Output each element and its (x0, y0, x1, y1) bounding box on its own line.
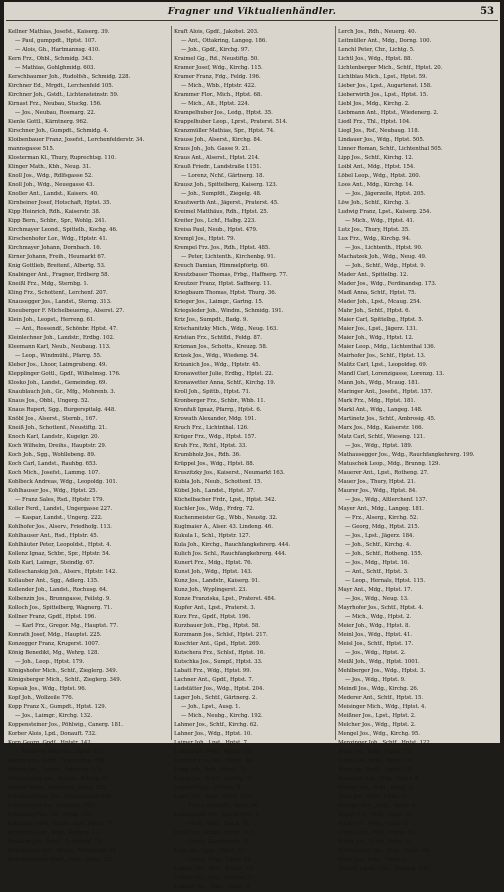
directory-entry: Landsgesell Joh., Spr. Kirchb. 4. (174, 812, 261, 818)
directory-entry: Mehlberger Jos., Wdg., Hptst. 3. (338, 668, 426, 674)
directory-entry: Kling Frz., Schottenf., Lerchenf. 207. (8, 290, 108, 296)
directory-entry: Konrath Josef, Mdg., Hauptst. 225. (8, 632, 102, 638)
directory-entry: Lutz Jos., Thury, Hptst. 35. (338, 227, 410, 233)
directory-entry: Mederer Ant., Schtf., Hptst. 15. (338, 695, 424, 701)
directory-entry: — Joh., Schtf., Kirchg. 4. (345, 542, 411, 548)
directory-entry: Kowalek Joh., Schtf., Schottenf. 14. (8, 839, 103, 845)
directory-entry: — Mich., Neubg., Kirchg. 192. (181, 713, 263, 719)
directory-entry: Kneuberger F. Michelbeuerng., Alserst. 27. (8, 308, 125, 314)
directory-entry: Kreutzer Franz, Hptst. Saffnerg. 11. (174, 281, 272, 287)
directory-entry: Kunze Franziska, Lpst., Praterst. 484. (174, 596, 276, 602)
directory-entry: Kraimel Gg., Rd., Neustiftg. 50. (174, 56, 259, 62)
directory-entry: — Peter, Lichtenth., Kirchenbg. 91. (181, 254, 276, 260)
directory-entry: Merz Jos., Schtf., Hptst. 11. (338, 767, 413, 773)
directory-entry: mannsgasse 515. (8, 146, 55, 152)
directory-entry: Knoll Jos., Wdg., Rdlfsgasse 52. (8, 173, 93, 179)
directory-entry: Lammer Frz., Altl., Hptst. 46. (174, 758, 254, 764)
directory-entry: Kotsching Frz., Alt., Hptst. 225. (8, 812, 94, 818)
directory-entry: Liebmann Ant., Hptst., Wiedenerg. 2. (338, 110, 439, 116)
directory-entry: — Georg, Mdg., Hptst. 215. (345, 524, 420, 530)
directory-entry: Meier Joh., Wdg., Hptst. 8. (338, 623, 410, 629)
directory-entry: — Jos., Laimgr., Kirchg. 132. (15, 713, 92, 719)
directory-entry: — Franz Sales, Rsd., Hptstr. 179. (15, 497, 105, 503)
directory-entry: Krempel Frz. Jos., Rdh., Hptst. 485. (174, 245, 270, 251)
directory-entry: Matuschek Leop., Mdg., Brunng. 129. (338, 461, 441, 467)
directory-entry: Köstler Adam, Alserbach, Hptst. 276. (8, 785, 108, 791)
directory-entry: Merkl Jos., Wdg., Hptst. 12. (338, 758, 413, 764)
directory-entry: Kronawetter Julie, Erdbg., Hptst. 22. (174, 371, 274, 377)
directory-entry: — Ant., Schtf., Hptst. 3. (345, 569, 409, 575)
directory-entry: Knaus Jos., Obbl., Ungerg. 52. (8, 398, 90, 404)
directory-entry: — Leop., Windmühl., Pfarrg. 55. (15, 353, 102, 359)
directory-entry: Lindauer Jos., Wdg., Hptst. 505. (338, 137, 425, 143)
directory-entry: Kukula I., Schl., Hptstr. 127. (174, 533, 251, 539)
directory-entry: Kroll Joh., Spittb., Hptst. 71. (174, 389, 251, 395)
directory-entry: Lamm Joh., Wdg., Hptst. 120. (174, 749, 254, 755)
directory-entry: Kohlhäuter Peter, Leopoldst., Hptst. 4. (8, 542, 112, 548)
directory-entry: Lederer Jos., Mdg., Hptst. 6. (174, 884, 251, 890)
directory-entry: Kronberger Frz., Schbr., Wbb. 11. (174, 398, 266, 404)
directory-entry: Loibl Ant., Mdg., Hptst. 154. (338, 164, 415, 170)
directory-entry: Ludwig Franz, Lpst., Kaiserg. 254. (338, 209, 432, 215)
directory-entry: Mittermayer Jos., Wdg., Hptst. 24. (338, 848, 431, 854)
directory-entry: — Mich., Wdg., Hptst. 2. (345, 614, 412, 620)
directory-entry: — Joh., Sumpfdt., Ziegelg. 48. (181, 191, 262, 197)
directory-entry: Kloibenbauer Franz, Josefst., Lerchenfelderstr. 34. (8, 137, 145, 143)
directory-entry: — Jos., Wdg., Hptst. 2. (345, 650, 406, 656)
directory-entry: Meinl Jos., Wdg., Hptst. 41. (338, 632, 413, 638)
directory-entry: Klein Joh., Leopst., Herreng. 61. (8, 317, 95, 323)
page-number: 53 (480, 6, 494, 17)
directory-entry: — Jos., Wdg., Neug. 13. (345, 596, 409, 602)
directory-entry: — Jos., Mdg., Hptst. 16. (345, 560, 410, 566)
column-middle (174, 28, 336, 890)
directory-entry: Kriegsleder Joh., Windm., Schmidg. 191. (174, 308, 284, 314)
directory-entry: Kramer Franz, Fdg., Feldg. 196. (174, 74, 261, 80)
directory-entry: Kotschhauer Jos., Kriegerg. 167. (8, 803, 96, 809)
directory-entry: Kruch Frz., Lichtnthal. 126. (174, 425, 249, 431)
directory-entry: Meindl Jos., Wdg., Kirchg. 26. (338, 686, 419, 692)
directory-entry: Kubla Joh., Neub., Schottenf. 15. (174, 479, 263, 485)
directory-entry: Kreisa Paul, Neub., Hptst. 479. (174, 227, 258, 233)
directory-entry: — Heinrich, Altlerch., Hptst. 214. (15, 749, 106, 755)
directory-entry: — Mich., Wdg., Hptst. 88. (181, 821, 251, 827)
directory-entry: Meißner Jos., Lpst., Hptst. 2. (338, 713, 416, 719)
directory-entry: Kleinlechner Joh., Landstr., Erdbg. 102. (8, 335, 115, 341)
directory-entry: Mahr Joh., Schtf., Hptst. 6. (338, 308, 411, 314)
directory-entry: Kramer Josef, Wdg., Kirchg. 115. (174, 65, 263, 71)
directory-entry: Mauerer Ant., Lpst., Rotheng. 27. (338, 470, 429, 476)
directory-entry: Langer Jos., Fbg., Neubau 23. (174, 875, 255, 881)
directory-entry: Koller Ferd., Landst., Ungergasse 227. (8, 506, 113, 512)
directory-entry: — Mathias, Gohlghmidg. 603. (15, 65, 96, 71)
directory-entry: Kolleschanskig Joh., Alserv., Hptstr. 142. (8, 569, 117, 575)
directory-entry: Michel Ant., Wdg., Hptst. 91. (338, 830, 417, 836)
directory-entry: Liegl Jos., Rsf., Neubaug. 118. (338, 128, 420, 134)
directory-entry: — Mich., Wbb., Hptstr. 422. (181, 83, 256, 89)
directory-entry: Kohlhauser Jos., Wdg., Hptst. 25. (8, 488, 98, 494)
directory-entry: Korber Alois, Lpd., Donauft. 732. (8, 731, 97, 737)
directory-entry: Knoch Karl, Landstr., Kugelgr. 20. (8, 434, 100, 440)
directory-entry: Meisinger Mich., Wdg., Hptst. 4. (338, 704, 427, 710)
directory-entry: — Joh., Schtf., Rotheng. 155. (345, 551, 423, 557)
directory-entry: Krappelhuber Leop., Lprst., Praterst. 514. (174, 119, 288, 125)
directory-entry: Krempl Jos., Hptst. 79. (174, 236, 236, 242)
directory-entry: Loos Ant., Mdg., Kirchg. 14. (338, 182, 414, 188)
column-right (338, 28, 500, 872)
directory-entry: Mayer Ant., Mdg., Langeg. 181. (338, 506, 424, 512)
directory-entry: Krowath Alexander, Mdg. 191. (174, 416, 257, 422)
directory-entry: Marx Jos., Mdg., Kaiserstr. 166. (338, 425, 424, 431)
directory-entry: Kunert Frz., Mdg., Hptst. 76. (174, 560, 253, 566)
directory-entry: Klosterman Kl., Thury, Ruprechtsg. 110. (8, 155, 117, 161)
page-header (4, 5, 500, 21)
directory-entry: Matz Carl, Schtf., Wieseng. 121. (338, 434, 425, 440)
directory-entry: Knausegger Jos., Landst., Sterng. 313. (8, 299, 112, 305)
directory-entry: Mengel Jos., Wdg., Kirchg. 95. (338, 731, 420, 737)
directory-entry: Kurzbauer Joh., Fbg., Hptst. 58. (174, 623, 260, 629)
directory-entry: Labatt Frz., Wdg., Hptst. 99. (174, 668, 252, 674)
directory-entry: Knoller Ant., Landst., Kaisers. 40. (8, 191, 99, 197)
directory-entry: Kotrebel Franz Xav., Fleischmarkt 696. (8, 794, 114, 800)
directory-entry: Kipp Heinrich, Rdh., Kaiserstr. 38. (8, 209, 101, 215)
directory-entry: Kübel Joh., Landst., Hptst. 37. (174, 488, 255, 494)
directory-entry: — Jos., Wdg., Hptst. 9. (345, 677, 406, 683)
directory-entry: Lamp Joh., Rdh., Hptst. 79. (174, 767, 248, 773)
directory-entry: Mader Ant., Spittelbg. 12. (338, 272, 409, 278)
directory-entry: Liebl Jos., Mdg., Kirchg. 2. (338, 101, 410, 107)
directory-entry: Kriegbaum Thomas, Hptst. Thurg. 36. (174, 290, 277, 296)
directory-page (4, 2, 500, 890)
directory-entry: Kirchmayer Johann, Dornbach. 16. (8, 245, 102, 251)
directory-entry: Landl Joh., Wdg., Hptst. 192. (174, 794, 252, 800)
directory-entry: Krampelhuber Jos., Ledg., Hptst. 35. (174, 110, 273, 116)
directory-entry: Maurer Jos., Wdg., Hptst. 84. (338, 488, 417, 494)
directory-entry: Löbel Leop., Wdg., Hptst. 260. (338, 173, 421, 179)
directory-entry: — Frz., Alserg., Kirchg. 52. (345, 515, 419, 521)
directory-entry: Lichtenberger Mich., Schtf., Hptst. 20. (338, 65, 443, 71)
directory-entry: Kronfuß Ignaz, Pfarrg., Hptst. 6. (174, 407, 262, 413)
directory-entry: Maringer Ant., Josefst., Hptst. 157. (338, 389, 433, 395)
directory-entry: Krizanich Jos., Wdg., Hptstr. 45. (174, 362, 261, 368)
directory-entry: — Franz, Gumpdf., Hptst. 96. (181, 803, 260, 809)
directory-entry: Messerer Ant., Wdg., Hptst. 8. (338, 776, 421, 782)
directory-entry: Krumbholz Jos., Rdh. 36. (174, 452, 241, 458)
directory-entry: Metzger Joh., Wdg., Hptst. 4. (338, 803, 417, 809)
directory-entry: Krüger Frz., Wdg., Hptst. 157. (174, 434, 257, 440)
directory-entry: — Jos., Wdg., Altlerchenf. 137. (345, 497, 428, 503)
directory-entry: Kuchenmeister Gg., Wbb., Neustg. 32. (174, 515, 278, 521)
directory-entry: Maier Carl, Spittelbg., Hptst. 5. (338, 317, 424, 323)
directory-entry: Langer Frz., Wrb., Bachg. 13. (174, 866, 254, 872)
directory-entry: Kirnbeiner Josef, Hotschaft, Hptst. 35. (8, 200, 112, 206)
directory-entry: Koch Carl, Landst., Rauhbg. 653. (8, 461, 98, 467)
directory-entry: Krause Joh., Alserst., Kirchg. 84. (174, 137, 262, 143)
directory-entry: Mayrhofer Jos., Schtf., Hptst. 4. (338, 605, 424, 611)
directory-entry: Kirchmayer Leond., Spittelb., Kochg. 46. (8, 227, 118, 233)
directory-entry: Lichtblau Mich., Lpst., Hptst. 59. (338, 74, 428, 80)
directory-entry: Mesner Jos., Wdg., Hptst. 2. (338, 785, 414, 791)
directory-entry: Lux Frz., Wdg., Kirchg. 94. (338, 236, 411, 242)
directory-entry: Mairhofer Jos., Schtf., Hptst. 13. (338, 353, 426, 359)
directory-entry: Meyer Frz., Wdg., Hptst. 9. (338, 812, 412, 818)
directory-entry: Knoll Joh., Wdg., Neuegasse 43. (8, 182, 95, 188)
directory-entry: Meisl Jos., Schtf., Hptst. 17. (338, 641, 413, 647)
directory-entry: Kuschter Ant., Gpd., Hptst. 269. (174, 641, 261, 647)
directory-entry: Kraft Alois, Gpdf., Jakobst. 203. (174, 29, 259, 35)
directory-entry: Liedl Frz., Thl., Hptst. 104. (338, 119, 411, 125)
directory-entry: Kruh Frz., Rchf., Hptst. 33. (174, 443, 247, 449)
directory-entry: Kollenz Ignaz, Schbr., Spr., Hptstr. 54. (8, 551, 111, 557)
directory-entry: Krammer Flor., Mich., Hptst. 68. (174, 92, 262, 98)
directory-entry: — Paul, gumppdt., Hptst. 107. (15, 38, 97, 44)
directory-entry: Maier Jos., Lpst., Jägerz. 131. (338, 326, 418, 332)
directory-entry: Lang Frz., Schlsf., Hptst. 112. (174, 830, 255, 836)
directory-entry: Klepplinger Gottl., Gpdf., Wilhelmsg. 176. (8, 371, 121, 377)
directory-entry: Lang Jos., Lpst., Hptst. 51. (174, 848, 246, 854)
directory-entry: Kneiß Joh., Schottenf., Neustiftg. 21. (8, 425, 107, 431)
directory-entry: — Joh., Lpst., Ausg. 1. (181, 704, 241, 710)
directory-entry: Kolloch Jos., Spittelberg, Wagnerg. 71. (8, 605, 113, 611)
directory-entry: Laimer Joh., Lpst., Hptst. 7. (174, 740, 249, 746)
directory-entry: Krizek Jos., Wdg., Wiedeng. 54. (174, 353, 259, 359)
directory-entry: Menz Jos., Wdg., Hptst. 15. (338, 749, 412, 755)
column-left (8, 28, 170, 863)
directory-entry: Kohlhofer Jos., Alserv., Friedhofg. 113. (8, 524, 112, 530)
directory-entry: Kirchner Ed., Mrgdt., Lerchenfeld 105. (8, 83, 114, 89)
directory-entry: Maier Joh., Wdg., Hptst. 12. (338, 335, 414, 341)
directory-entry: — Lorenz, Nchf., Gärtnerg. 18. (181, 173, 265, 179)
directory-entry: Melcher Jos., Wdg., Hptst. 2. (338, 722, 416, 728)
directory-entry: Lichtl Jos., Wdg., Hptst. 88. (338, 56, 413, 62)
directory-entry: Mathausegger Jos., Wdg., Rauchfangkehrerg. 199. (338, 452, 475, 458)
directory-entry: Kranzmüller Mathias, Spr., Hptst. 74. (174, 128, 275, 134)
directory-entry: — Karl Frz., Gregor. Mg., Hauptst. 77. (15, 623, 118, 629)
directory-entry: Mader Jos., Wdg., Ferdinandsg. 173. (338, 281, 437, 287)
directory-entry: Kuglmaier A., Alser. 43. Lindeng. 46. (174, 524, 273, 530)
directory-entry: Kula Joh., Kirchg., Rauchfangkehrerg. 444. (174, 542, 291, 548)
directory-entry: Knaus Rupert, Sgg., Burgerspitalg. 448. (8, 407, 116, 413)
directory-entry: Lachner Ant., Gpdf., Hptst. 7. (174, 677, 254, 683)
directory-entry: Kipp Bern., Schbr., Spr., Wohlg. 241. (8, 218, 107, 224)
directory-entry: Kunz Joh., Wyplingerst. 23. (174, 587, 248, 593)
directory-entry: — Jos., Lpst., Jägerz. 184. (345, 533, 415, 539)
directory-entry: Krauß Friedr., Landstraße 1151. (174, 164, 262, 170)
directory-entry: — Mich., Wdg., Hptst. 41. (345, 218, 415, 224)
directory-entry: Kopf Joh., Wollzeile 776. (8, 695, 74, 701)
directory-entry: Kleemann Karl, Neub., Neubaug. 113. (8, 344, 111, 350)
directory-entry: Lampl Jos., Schtf., Gartng. 31. (174, 776, 256, 782)
directory-entry: Kollauber Ant., Sgg., Adlerg. 135. (8, 578, 99, 584)
directory-entry: Kreutzbauer Thomas, Frbg., Haffnerg. 77. (174, 272, 288, 278)
directory-entry: Knöbl Jos., Alserst., Sternb., 167. (8, 416, 98, 422)
directory-entry: Kopp Franz X., Gumpdt., Hptst. 129. (8, 704, 107, 710)
directory-entry: Kriz Jos., Sumpdt., Badg. 9. (174, 317, 248, 323)
directory-entry: Krieger Jos., Laimgr., Gartng. 15. (174, 299, 264, 305)
directory-entry: — Joh., Schtf., Wdg., Hptst. 9. (345, 263, 426, 269)
directory-entry: Madl Anna, Schtf., Hptst. 75. (338, 290, 417, 296)
directory-entry: Kruszitzky Jos., Kaiserst., Neumarkt 163. (174, 470, 285, 476)
directory-entry: Kellner Mathias, Josefst., Kaiserg. 39. (8, 29, 110, 35)
directory-entry: Kleber Jos., Lhoor, Laimgrubeng. 49. (8, 362, 108, 368)
directory-entry: Martinetz Jos., Schtf., Ambrosig. 45. (338, 416, 436, 422)
directory-entry: Menzinger Joh., Schtf., Hptst. 122. (338, 740, 432, 746)
directory-entry: Kollner Franz, Gpdf., Hptst. 196. (8, 614, 96, 620)
directory-entry: Mohr Jos., Wdg., Hptst. 5. (338, 857, 408, 863)
directory-entry: — Jos., Neubau, Rosmarg. 22. (15, 110, 96, 116)
directory-entry: Mann Joh., Wdg., Mcaug. 181. (338, 380, 420, 386)
directory-entry: Metz Jos., Wdg., Hptst. 1. (338, 794, 407, 800)
directory-entry: — Jos., Lichtenth., Hptst. 90. (345, 245, 423, 251)
directory-entry: Knabinger Ant., Fragner, Erdberg 58. (8, 272, 110, 278)
directory-entry: Ladstätter Jos., Wdg., Hptst. 204. (174, 686, 265, 692)
directory-entry: Linner Roman, Schtf., Lichtenthal 505. (338, 146, 443, 152)
directory-entry: Koppensteiner Jos., Pöhlwig., Canerg. 181. (8, 722, 123, 728)
directory-entry: Mandl Carl, Lorenzigasse, Lorenzg. 13. (338, 371, 445, 377)
directory-entry: Maier Leop., Mdg., Lichtenthal 136. (338, 344, 436, 350)
directory-entry: Kirner Johann, Freih., Heumarkt 67. (8, 254, 106, 260)
directory-entry: Michl Jos., Wdg., Hptst. 3. (338, 821, 409, 827)
directory-entry: Kraus Joh., Joh. Gasse 9. 21. (174, 146, 251, 152)
directory-entry: Königsberger Mich., Schtf., Zieglerg. 349. (8, 677, 122, 683)
directory-entry: Kopsak Jos., Wdg., Hptst. 96. (8, 686, 87, 692)
directory-entry: — Kaspar, Landst., Ungerg. 222. (15, 515, 103, 521)
directory-entry: Kutschka Jos., Sumpf., Hptst. 33. (174, 659, 263, 665)
directory-entry: Lahmer Jos., Schtf., Kirchg. 62. (174, 722, 259, 728)
directory-entry: — Mich., Alt., Hptst. 224. (181, 101, 250, 107)
directory-entry: Kowalkowitsch Mart., Mdg., Hptst. 23. (8, 857, 113, 863)
directory-entry: Kreiter Jos., Lchf., Halbg. 223. (174, 218, 256, 224)
directory-entry: — Joh., Leop., Hptst. 179. (15, 659, 85, 665)
directory-entry: Kutschera Frz., Schlsf., Hptst. 16. (174, 650, 265, 656)
directory-entry: Kirchner Joh., Gstdt., Lichtensteinstr. 59. (8, 92, 119, 98)
directory-entry: Mader Joh., Lpst., Mcaug. 254. (338, 299, 422, 305)
directory-entry: Lerch Jos., Rdh., Neuerg. 40. (338, 29, 417, 35)
directory-entry: — Alois, Gh., Hartmannsg. 410. (15, 47, 100, 53)
directory-entry: Kulich Jos. Schl., Rauchfangkehrerg. 444. (174, 551, 287, 557)
directory-entry: Lieber Jos., Lpst., Augartenst. 158. (338, 83, 432, 89)
directory-entry: Kolb Karl, Laimgr., Steindlg. 67. (8, 560, 95, 566)
directory-entry: — Ant., Rossendf., Schönbr. Hptst. 47. (15, 326, 118, 332)
directory-entry: Knaublauch Joh., Gr., Mfg., Mohrenb. 3. (8, 389, 116, 395)
directory-entry: Krizman Jos., Schotts., Kreuzg. 58. (174, 344, 268, 350)
directory-entry: Königshofer Mich., Schtf., Zieglerg. 349. (8, 668, 118, 674)
directory-entry: Klosko Joh., Landst., Gemeindeg. 69. (8, 380, 108, 386)
directory-entry: Lipp Jos., Schtf., Kirchg. 12. (338, 155, 414, 161)
directory-entry: — Simon, Wdg., Hptst. 88. (181, 857, 253, 863)
directory-entry: Lahner Jos., Wdg., Hptst. 10. (174, 731, 252, 737)
directory-entry: Knig Gottlieb, Breitenf., Albertg. 53. (8, 263, 106, 269)
directory-entry: Klinger Math., Kbh., Neug. 31. (8, 164, 91, 170)
directory-entry: Kirschenhofer Lor., Wdg., Hptstr. 41. (8, 236, 108, 242)
directory-entry: Markl Ant., Wdg., Langeg. 148. (338, 407, 423, 413)
directory-entry: Kolbenzin Jos., Brunngasse, Feilstg. 9. (8, 596, 111, 602)
directory-entry: Kottinger Gottl., Schbr., Spr., Hptst. 72. (8, 821, 115, 827)
running-head: Fragner und Viktualienhändler. (167, 7, 337, 17)
directory-entry: Miller Jos., Schtf., Hptst. 6. (338, 839, 412, 845)
directory-entry: Malitz Carl, Lpst., Leopoldsg. 69. (338, 362, 428, 368)
directory-entry: Kuchler Jos., Wdg., Frdrg. 72. (174, 506, 255, 512)
directory-entry: Krautwerth Ant., Jägerst., Praterst. 45. (174, 200, 279, 206)
directory-entry: Kristian Frz., Schtfld., Feldg. 87. (174, 335, 262, 341)
directory-entry: Mark Frz., Mdg., Hptst. 181. (338, 398, 416, 404)
directory-entry: Kunst Joh., Wdg., Hptst. 143. (174, 569, 253, 575)
directory-entry: Kneißl Frz., Mdg., Sternbg. 1. (8, 281, 89, 287)
directory-entry: Körner Joh., Landst., Bauerng. 524. (8, 767, 104, 773)
directory-entry: Machatzek Joh., Wdg., Neug. 49. (338, 254, 427, 260)
directory-entry: Lieberwirth Jos., Lpst., Hptst. 15. (338, 92, 428, 98)
directory-entry: Kern Frz., Obbl., Schmidg. 343. (8, 56, 94, 62)
directory-entry: Koblbeck Andreas, Wdg., Leopoldg. 101. (8, 479, 118, 485)
directory-entry: Kovanda Kasp., Wdg., Ketterg. 11. (8, 830, 101, 836)
directory-entry: Kreimel Matthäus, Rdh., Hptst. 25. (174, 209, 269, 215)
directory-entry: Konzegger Franz, Krugerst. 1007. (8, 641, 100, 647)
directory-entry: Kurz Frz., Gpdf., Hptst. 196. (174, 614, 251, 620)
directory-entry: — Joh., Gpdf., Kirchg. 97. (181, 47, 250, 53)
directory-entry: Körner Joh., Schtf., Hochzeitsg. 154. (8, 758, 107, 764)
directory-entry: Küchelbacher Frdr., Lpst., Hptst. 342. (174, 497, 277, 503)
directory-entry: Kurzmann Jos., Schlsf., Hptst. 217. (174, 632, 268, 638)
directory-entry: Mauer Jos., Thury, Hptst. 21. (338, 479, 416, 485)
directory-entry: Kirschner Joh., Gumpdt., Schmidg. 4. (8, 128, 109, 134)
directory-entry: Korn Georg, Gpdf., Hptstr. 142. (8, 740, 93, 746)
directory-entry: Krausz Joh., Spittelberg, Kaiserg. 123. (174, 182, 278, 188)
directory-entry: Kirnast Frz., Neubau, Stuckg. 156. (8, 101, 102, 107)
directory-entry: Kienle Gottl., Kärntnerg. 962. (8, 119, 88, 125)
directory-entry: Koch Wilhelm, Dreihs., Hauptstr. 29. (8, 443, 107, 449)
directory-entry: Leitmüller Ant., Mdg., Dorng. 100. (338, 38, 432, 44)
directory-entry: Koch Joh., Sgg., Wohllebeng. 89. (8, 452, 96, 458)
directory-entry: Lenchl Peter, Chr., Lichtg. 5. (338, 47, 415, 53)
directory-entry: Kerschbaumer Joh., Rudolfsh., Schmidg. 228. (8, 74, 131, 80)
directory-entry: — Georg, Kärntnerstr. 31. (181, 839, 251, 845)
directory-entry: Kreuch Damian, Himmelpfortg. 60. (174, 263, 269, 269)
directory-entry: — Jos., Wdg., Hptst. 189. (345, 443, 413, 449)
header-rule (6, 20, 498, 21)
directory-entry: Kunz Jos., Landstr., Kaiserg. 91. (174, 578, 260, 584)
directory-entry: Meißl Joh., Wdg., Hptst. 1001. (338, 659, 420, 665)
directory-entry: Löw Joh., Schtf., Kirchg. 3. (338, 200, 410, 206)
directory-entry: Kupfer Ant., Lpst., Praterst. 3. (174, 605, 256, 611)
directory-entry: Koch Mich., Josefst., Lammg. 107. (8, 470, 100, 476)
directory-entry: Krischanitzky Mich., Wdg., Neug. 163. (174, 326, 278, 332)
directory-entry: Krüppel Jos., Wdg., Hptst. 88. (174, 461, 255, 467)
directory-entry: — Ant., Ottakring, Langeg. 186. (181, 38, 267, 44)
directory-entry: Kraus Ant., Alserst., Hptst. 214. (174, 155, 260, 161)
column-divider (171, 26, 172, 740)
directory-entry: — Leop., Hernals, Hptst. 115. (345, 578, 426, 584)
directory-entry: — Jos., Jägerzeile, Hptst. 205. (345, 191, 426, 197)
directory-entry: Mayr Ant., Mdg., Hptst. 17. (338, 587, 413, 593)
directory-entry: Kohlhauser Ant., Rsd., Hptstr. 45. (8, 533, 99, 539)
directory-entry: Kronawetter Anna, Schtf., Kirchg. 19. (174, 380, 276, 386)
directory-entry: Landerer Jos., Lichten. 8. (174, 785, 243, 791)
directory-entry: Menzel Jakob, Lpst., Kriegsg. 534. (338, 866, 431, 872)
directory-entry: Kollender Joh., Landst., Rochusg. 64. (8, 587, 108, 593)
directory-entry: Lager Joh., Schtf., Gärtnerg. 2. (174, 695, 257, 701)
directory-entry: König Benedikt, Mg., Wehrg. 128. (8, 650, 100, 656)
directory-entry: Kowalewsky Joh., Alserv., Mehlgrube 54. (8, 848, 118, 854)
directory-entry: Koscheritzky Jos., Alserst., Kirchg. 91. (8, 776, 111, 782)
